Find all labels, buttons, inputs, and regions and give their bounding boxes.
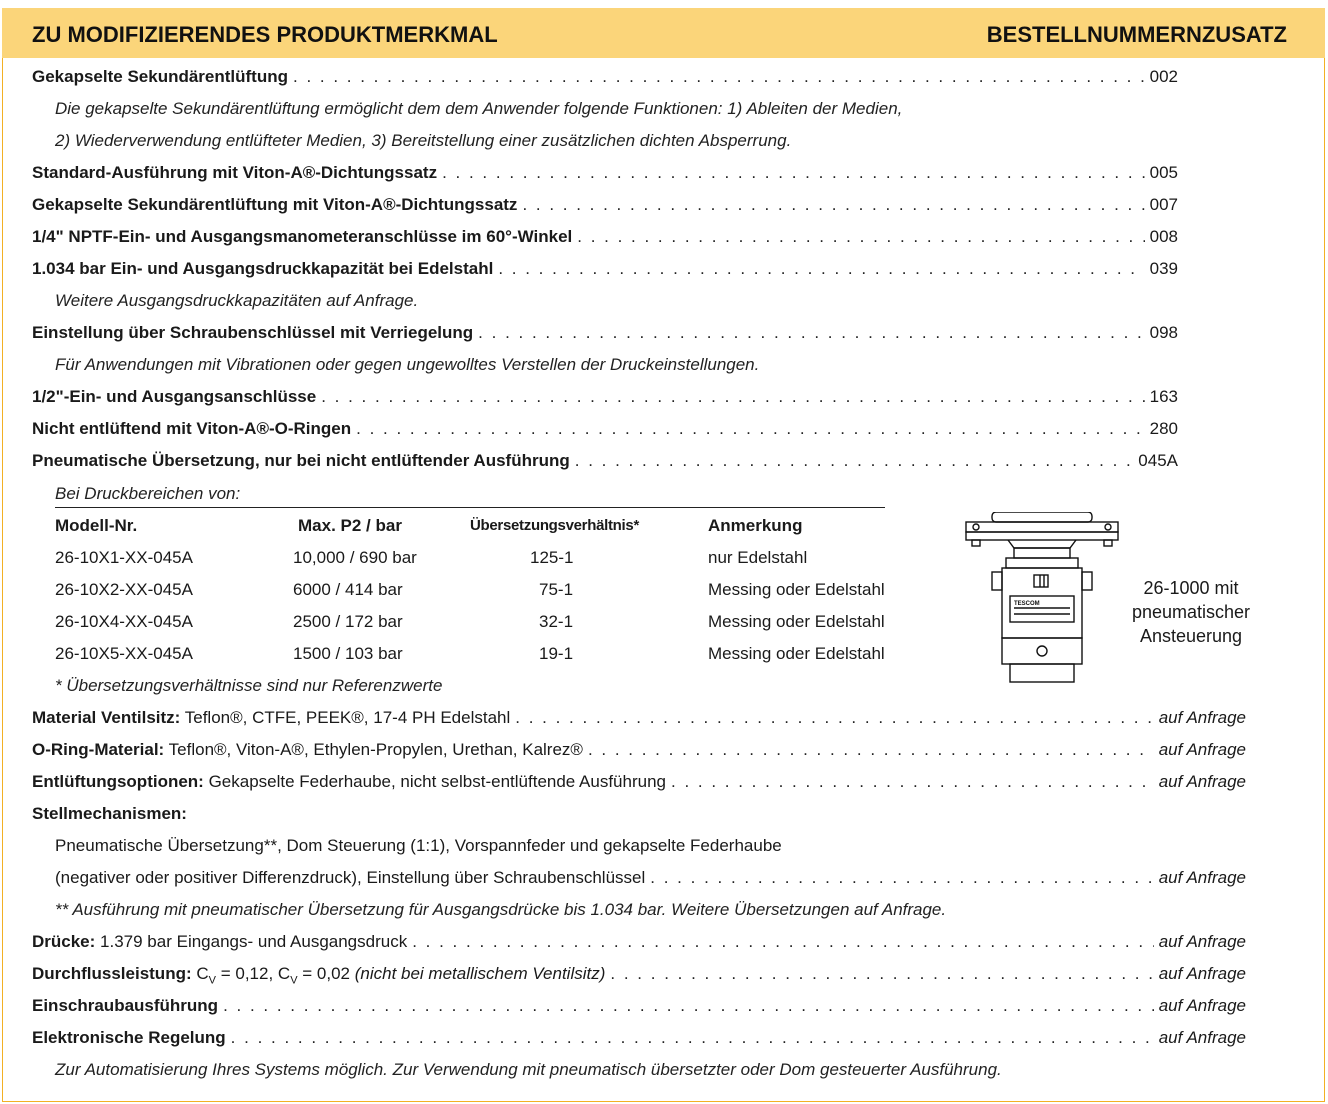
request-text: Gekapselte Federhaube, nicht selbst-entlüftende Ausführung: [208, 772, 666, 791]
option-row: [32, 384, 1178, 410]
footnote: ** Ausführung mit pneumatischer Übersetzung für Ausgangsdrücke bis 1.034 bar. Weitere Übersetzungen auf Anfrage.: [55, 900, 947, 919]
cv-value: = 0,02: [297, 964, 355, 983]
col-header-model: Modell-Nr.: [55, 516, 138, 535]
option-code: 045A: [1138, 451, 1178, 470]
on-request: auf Anfrage: [1158, 868, 1246, 887]
table-cell: 10,000 / 690 bar: [293, 548, 417, 567]
option-note: Für Anwendungen mit Vibrationen oder gegen ungewolltes Verstellen der Druckeinstellungen.: [55, 355, 760, 374]
request-row: [32, 705, 1246, 731]
request-row: [32, 993, 1246, 1019]
on-request: auf Anfrage: [1158, 708, 1246, 727]
header-order-suffix: BESTELLNUMMERNZUSATZ: [986, 22, 1287, 47]
option-code: 002: [1149, 67, 1178, 86]
leader-dots: [588, 737, 1154, 763]
option-code: 005: [1149, 163, 1178, 182]
on-request: auf Anfrage: [1158, 932, 1246, 951]
request-row: [32, 961, 1246, 987]
option-row: [32, 320, 1178, 346]
option-note: 2) Wiederverwendung entlüfteter Medien, 3) Bereitstellung einer zusätzlichen dichten Absperrung.: [55, 131, 792, 150]
table-cell: 2500 / 172 bar: [293, 612, 403, 631]
cv-subscript: V: [290, 974, 298, 987]
table-cell: 1500 / 103 bar: [293, 644, 403, 663]
request-text: 1.379 bar Eingangs- und Ausgangsdruck: [100, 932, 408, 951]
request-label: Stellmechanismen:: [32, 804, 187, 823]
on-request: auf Anfrage: [1158, 1028, 1246, 1047]
request-text: Teflon®, CTFE, PEEK®, 17-4 PH Edelstahl: [184, 708, 511, 727]
table-cell: 6000 / 414 bar: [293, 580, 403, 599]
option-note: Weitere Ausgangsdruckkapazitäten auf Anfrage.: [55, 291, 419, 310]
leader-dots: [412, 929, 1154, 955]
caption-line: pneumatischer: [1131, 602, 1251, 622]
leader-dots: [356, 416, 1145, 442]
option-label: Pneumatische Übersetzung, nur bei nicht entlüftender Ausführung: [32, 451, 570, 470]
table-cell: 75-1: [539, 580, 574, 599]
request-label: Einschraubausführung: [32, 996, 219, 1015]
on-request: auf Anfrage: [1158, 740, 1246, 759]
request-row: [32, 737, 1246, 763]
option-label: Gekapselte Sekundärentlüftung: [32, 67, 288, 86]
option-row: [32, 256, 1178, 282]
request-label: Entlüftungsoptionen:: [32, 772, 204, 791]
request-row: [32, 929, 1246, 955]
option-row: [32, 224, 1178, 250]
option-code: 007: [1149, 195, 1178, 214]
leader-dots: [577, 224, 1144, 250]
request-note: Zur Automatisierung Ihres Systems möglich. Zur Verwendung mit pneumatisch übersetzter oder Dom gesteuerter Ausführung.: [55, 1060, 1002, 1079]
cv-value: = 0,12,: [215, 964, 278, 983]
option-note: Die gekapselte Sekundärentlüftung ermöglicht dem dem Anwender folgende Funktionen: 1) Ableiten der Medien,: [55, 99, 903, 118]
option-row: [32, 416, 1178, 442]
option-label: Gekapselte Sekundärentlüftung mit Viton-A®-Dichtungssatz: [32, 195, 518, 214]
option-label: Einstellung über Schraubenschlüssel mit Verriegelung: [32, 323, 474, 342]
request-label: O-Ring-Material:: [32, 740, 165, 759]
request-text: Pneumatische Übersetzung**, Dom Steuerung (1:1), Vorspannfeder und gekapselte Federhaube: [55, 836, 782, 855]
cv-subscript: V: [208, 974, 216, 987]
leader-dots: [522, 192, 1144, 218]
request-row: [32, 769, 1246, 795]
leader-dots: [650, 865, 1153, 891]
option-label: 1/2"-Ein- und Ausgangsanschlüsse: [32, 387, 317, 406]
table-cell: Messing oder Edelstahl: [708, 644, 885, 663]
leader-dots: [223, 993, 1154, 1019]
leader-dots: [671, 769, 1154, 795]
option-label: Nicht entlüftend mit Viton-A®-O-Ringen: [32, 419, 352, 438]
request-label: Elektronische Regelung: [32, 1028, 226, 1047]
leader-dots: [293, 64, 1145, 90]
option-row: [32, 160, 1178, 186]
leader-dots: [231, 1025, 1154, 1051]
option-label: 1/4" NPTF-Ein- und Ausgangsmanometeranschlüsse im 60°-Winkel: [32, 227, 573, 246]
col-header-ratio: Übersetzungsverhältnis*: [470, 517, 639, 534]
table-caption: Bei Druckbereichen von:: [55, 484, 241, 503]
option-code: 280: [1149, 419, 1178, 438]
option-label: Standard-Ausführung mit Viton-A®-Dichtungssatz: [32, 163, 438, 182]
leader-dots: [478, 320, 1144, 346]
request-row: [32, 1025, 1246, 1051]
request-note: (nicht bei metallischem Ventilsitz): [354, 964, 606, 983]
caption-line: 26-1000 mit: [1143, 578, 1239, 598]
on-request: auf Anfrage: [1158, 964, 1246, 983]
on-request: auf Anfrage: [1158, 772, 1246, 791]
option-code: 098: [1149, 323, 1178, 342]
figure-caption: [1106, 576, 1276, 648]
request-text: Teflon®, Viton-A®, Ethylen-Propylen, Urethan, Kalrez®: [168, 740, 583, 759]
table-cell: 125-1: [530, 548, 574, 567]
leader-dots: [575, 448, 1134, 474]
option-row: [32, 64, 1178, 90]
request-label: Material Ventilsitz:: [32, 708, 181, 727]
on-request: auf Anfrage: [1158, 996, 1246, 1015]
option-code: 008: [1149, 227, 1178, 246]
leader-dots: [610, 961, 1153, 987]
nameplate-text: TESCOM: [1014, 601, 1040, 607]
option-code: 163: [1149, 387, 1178, 406]
table-cell: Messing oder Edelstahl: [708, 580, 885, 599]
table-cell: Messing oder Edelstahl: [708, 612, 885, 631]
request-row: [55, 865, 1246, 891]
request-label: Drücke:: [32, 932, 96, 951]
table-cell: 32-1: [539, 612, 574, 631]
table-cell: 19-1: [539, 644, 574, 663]
table-cell: 26-10X1-XX-045A: [55, 548, 193, 567]
cv-symbol: C: [277, 964, 291, 983]
table-header: [2, 8, 1325, 58]
table-cell: 26-10X2-XX-045A: [55, 580, 193, 599]
request-label: Durchflussleistung:: [32, 964, 192, 983]
option-row: [32, 192, 1178, 218]
leader-dots: [515, 705, 1153, 731]
leader-dots: [498, 256, 1144, 282]
request-text: (negativer oder positiver Differenzdruck), Einstellung über Schraubenschlüssel: [55, 868, 646, 887]
regulator-drawing: [962, 512, 1122, 684]
caption-line: Ansteuerung: [1139, 626, 1243, 646]
leader-dots: [321, 384, 1144, 410]
table-cell: 26-10X4-XX-045A: [55, 612, 193, 631]
option-row: [32, 448, 1178, 474]
col-header-remark: Anmerkung: [708, 516, 803, 535]
table-separator: [55, 507, 885, 508]
table-cell: nur Edelstahl: [708, 548, 808, 567]
footnote: * Übersetzungsverhältnisse sind nur Referenzwerte: [55, 676, 443, 695]
header-feature: ZU MODIFIZIERENDES PRODUKTMERKMAL: [32, 22, 498, 47]
option-code: 039: [1149, 259, 1178, 278]
col-header-pressure: Max. P2 / bar: [298, 516, 402, 535]
option-label: 1.034 bar Ein- und Ausgangsdruckkapazität bei Edelstahl: [32, 259, 494, 278]
cv-symbol: C: [196, 964, 209, 983]
table-cell: 26-10X5-XX-045A: [55, 644, 193, 663]
leader-dots: [442, 160, 1145, 186]
